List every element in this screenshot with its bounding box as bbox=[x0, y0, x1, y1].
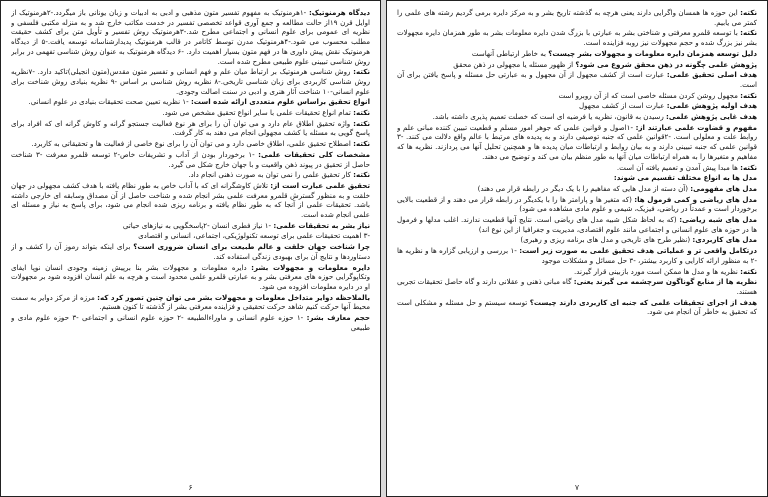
paragraph-text: مرزه از مرکز دوایر به سمت محیط آنها حرکت کنیم شاهد حرکت تحقیقی و فزاینده معرفتی بشر از گذشته تا کنون هستیم. bbox=[11, 292, 370, 312]
paragraph bbox=[397, 277, 757, 296]
paragraph-heading: نیاز بشر به تحقیقات علمی: bbox=[273, 220, 370, 230]
paragraph-text: رسیدن به قانون، نظریه یا فرضیه ای است که خصلت تعمیم پذیری داشته باشد. bbox=[432, 112, 664, 122]
paragraph-heading: نکته: bbox=[740, 90, 757, 100]
left-page bbox=[0, 0, 381, 497]
paragraph-heading: نکته: bbox=[353, 170, 370, 180]
paragraph-text: -۱ حوزه علوم انسانی و ماوراءالطبیعه -۲ حوزه علوم انسانی و اجتماعی -۳ حوزه علوم مادی و طبیعی bbox=[11, 313, 370, 332]
paragraph-heading: مفهوم و قضاوت علمی عبارتند از: bbox=[635, 122, 757, 132]
paragraph bbox=[11, 108, 370, 118]
paragraph bbox=[397, 49, 757, 59]
paragraph-text: تمام انواع تحقیقات علمی با سایر انواع تحقیق مشخص می شود. bbox=[162, 108, 351, 118]
paragraph-text: -۱ بررسی و ارزیابی گزاره ها و نظریه ها -۲ به منظور ارائه کارایی و کاربرد بیشتر، -۳ حل مسائل و مشکلات موجود bbox=[397, 246, 757, 265]
paragraph bbox=[397, 8, 757, 27]
paragraph-heading: مدل ها به انواع مختلف تقسیم می شوند: bbox=[613, 173, 757, 183]
paragraph bbox=[11, 97, 370, 107]
paragraph bbox=[397, 91, 757, 101]
paragraph-text: گاه مبانی ذهنی و عقلانی دارند و گاه حاصل تحقیقات تجربی هستند. bbox=[397, 277, 757, 296]
paragraph-text: (که به لحاظ شکل شبیه مدل های ریاضی است. نتایج آنها قطعیت ندارند. اغلب مدلها و فرمول ها در حوزه های علوم انسانی و اجتماعی مانند علوم اقتصادی، مدیریت و جغرافیا از این نوع اند) bbox=[397, 215, 757, 234]
paragraph-text: (آن دسته از مدل هایی که مفاهیم را با یک دیگر در رابطه قرار می دهند) bbox=[477, 183, 689, 193]
paragraph bbox=[11, 119, 370, 138]
paragraph bbox=[11, 263, 370, 292]
paragraph bbox=[397, 173, 757, 183]
paragraph bbox=[397, 70, 757, 89]
paragraph bbox=[397, 195, 757, 214]
paragraph-text: با توسعه قلمرو معرفتی و شناختی بشر به عبارتی با بزرگ شدن دایره معلومات بشر به طور همزمان دایره مجهولات بشر نیز بزرگ شده و حجم مجهولات نیز روبه فزاینده است. bbox=[397, 28, 757, 48]
paragraph bbox=[397, 184, 757, 194]
paragraph-heading: مدل های مفهومی: bbox=[690, 183, 757, 193]
paragraph-heading: دیدگاه هرمنوتیک: bbox=[308, 8, 370, 17]
paragraph-heading: دلیل توسعه همزمان دایره معلومات و مجهولات بشر چیست؟ bbox=[548, 48, 757, 58]
paragraph bbox=[397, 123, 757, 162]
paragraph-text: دایره معلومات و مجهولات بشر بنا برپیش زمینه وجودی انسان نوپا ایفای وتکاپوگرایی حوزه های معرفتی بشر و به عبارتی قلمرو علمی محدود است و هرچه به علم انسان افزوده شود بر مجهولات او در دایره معلومات افزوده می شود. bbox=[11, 262, 370, 291]
paragraph-heading: هدف از اجرای تحقیقات علمی که جنبه ای کاربردی دارند چیست؟ bbox=[529, 297, 757, 307]
paragraph-text: نظریه ها و مدل ها ممکن است مورد بازبینی قرار گیرند. bbox=[574, 266, 738, 276]
paragraph bbox=[397, 101, 757, 111]
paragraph-heading: هدف اصلی تحقیق علمی: bbox=[666, 70, 757, 80]
paragraph-text: (که متغیر ها و پارامتر ها را با یکدیگر در رابطه قرار می دهند و از قطعیت بالایی برخوردار است و عمدتاً در ریاضی، فیزیک، شیمی و علوم مادی مشاهده می شود) bbox=[397, 194, 757, 214]
paragraph-heading: چرا شناخت جهان خلقت و عالم طبیعت برای انسان ضروری است؟ bbox=[133, 242, 370, 252]
paragraph-text: -۱اصول و قوانین علمی که جوهر امور مسلم و قطعیت تبیین کننده مبانی علم و روابط علت و معلولی است. -۲قوانین علمی که جنبه توصیفی دارند و به پدیده های مرتبط با عالم واقع دلالت می کنند. -۳ قوانین علمی که جنبه تبیینی دارند و به بیان روابط و ارتباطات میان پدیده ها و همچنین تحلیل آنها می پردازند. نظریه ها که مفاهیم و متغیرها را به همراه ارتباطات میان آنها به طور منظم بیان می کند و توضیح می دهند. bbox=[397, 122, 757, 161]
paragraph bbox=[11, 150, 370, 169]
paragraph-heading: نکته: bbox=[353, 67, 370, 77]
paragraph-heading: نکته: bbox=[353, 139, 370, 149]
paragraph-text: -۱ نظریه تعیین صحت تحقیقات بنیادی در علوم انسانی. bbox=[28, 97, 189, 107]
paragraph-heading: نکته: bbox=[740, 266, 757, 276]
paragraph bbox=[397, 267, 757, 277]
paragraph-heading: نکته: bbox=[740, 162, 757, 172]
paragraph-text: ها مبدا پیش آمدن و تعمیم یافته آن است. bbox=[616, 162, 738, 172]
paragraph-text: به خاطر ارتباطی آنهاست bbox=[471, 48, 546, 58]
paragraph-text: برای اینکه بتواند رموز آن را کشف و از دستاوردها و نتایج آن برای بهبودی زندگی استفاده کند. bbox=[11, 242, 370, 261]
paragraph-text: -۱ نیاز فطری انسان -۲پاسخگویی به نیازهای حیاتی bbox=[122, 220, 272, 230]
paragraph-heading: نظریه ها از منابع گوناگون سرچشمه می گیرند یعنی: bbox=[573, 277, 757, 287]
paragraph-text: عبارت است از کشف مجهول از آن مجهول و به عبارتی حل مسئله و پاسخ یافتن برای آن است. bbox=[397, 70, 757, 89]
paragraph-text: اصطلاح تحقیق علمی، اطلاق خاصی دارد و می توان آن را برای نوع خاصی از فعالیت ها و تحقیقاتی به کاربرد. bbox=[31, 139, 351, 149]
paragraph bbox=[11, 139, 370, 149]
paragraph bbox=[397, 163, 757, 173]
paragraph-heading: انواع تحقیق براساس علوم متعددی ارائه شده است: bbox=[190, 97, 370, 107]
paragraph-heading: هدف غایی پژوهش علمی: bbox=[666, 112, 757, 122]
left-page-content bbox=[11, 8, 370, 478]
paragraph bbox=[11, 313, 370, 332]
paragraph bbox=[11, 170, 370, 180]
paragraph-heading: مدل های کاربردی: bbox=[692, 235, 757, 245]
paragraph-text: این حوزه ها همسان واگرایی دارند یعنی هرچه به گذشته تاریخ بشر و به مرکز دایره برمی گردیم رشته های علمی را کمتر می یابیم. bbox=[397, 8, 757, 27]
paragraph-heading: حجم معارف بشر: bbox=[306, 313, 370, 323]
paragraph-text: -۱هرمنوتیک به مفهوم تفسیر متون مذهبی و ادبی به ادبیات و زبان یونانی باز میگردد.-۲هرمنوتیک از اوایل قرن ۱۹از حالت مطالعه و جمع آوری قواعد تخصصی تفسیر در خدمت مکاتب خارج شد و به منزله مکتبی فلسفی و نظریه ای عمومی برای علوم انسانی و اجتماعی مطرح شد.-۳هرمنوتیک روش تفسیر و تأویل متن برای کشف حقیقت مطلب محسوب می شود.-۴هرمنوتیک مدرن توسط کاتامر در قالب هرمنوتیک پدیدارشناسانه توسعه یافت.-۵ از دیدگاه هرمنوتیک نقش پیش داوری ها در فهم متون بسیار اهمیت دارد. -۶ دیدگاه هرمنوتیک به عنوان روش شناسی تفهمی در برابر روش شناسی تبیینی علوم طبیعی مطرح شده است. bbox=[11, 8, 370, 66]
paragraph-heading: بالملاحظه دوایر متداخل معلومات و مجهولات بشر می توان چنین تصور کرد که: bbox=[97, 292, 370, 302]
paragraph-text: روش شناسی هرمنوتیک بر ارتباط میان علم و فهم انسانی و تفسیر متون مقدس(متون انجیلی)تاکید دارد. -۷نظریه روش شناسی کاربردی برای زبان شناسی تاریخی.-۸ نظریه روش شناسی بر اساس -۹ نظریه بنیادی روش شناخت برای علوم انسانی-۱۰ شناخت آثار هنری و ادبی در سنت اصالت وجودی. bbox=[11, 67, 370, 96]
paragraph-text: کار تحقیق علمی را نمی توان به صورت ذهنی انجام داد. bbox=[188, 170, 351, 180]
paragraph-heading: درتکامل واقعی تر و عملیاتی هدف تحقیق علمی به صورت زیر است: bbox=[519, 246, 757, 256]
paragraph-heading: تحقیق علمی عبارت است از: bbox=[270, 180, 370, 190]
paragraph-heading: نکته: bbox=[353, 118, 370, 128]
paragraph-text: عبارت است از کشف مجهول bbox=[578, 101, 665, 111]
paragraph-text: مجهول روشن کردن مسئله خاصی است که از آن روبرو است bbox=[558, 90, 738, 100]
paragraph-text: از ظهور مسئله یا مجهولی در ذهن محقق bbox=[453, 59, 574, 69]
paragraph-heading: نکته: bbox=[353, 108, 370, 118]
paragraph bbox=[397, 235, 757, 245]
paragraph-heading: دایره معلومات و مجهولات بشر: bbox=[251, 262, 370, 272]
paragraph-text: -۱ برخوردار بودن از آداب و تشریفات خاص-۲ توسعه قلمرو معرفت -۳ شناخت حاصل از تحقیق در پیوند ذهن واقعیت و با جهان خارج شکل می گیرد. bbox=[11, 149, 370, 169]
paragraph-heading: مدل های شبه ریاضی: bbox=[679, 215, 757, 225]
paragraph-text: توسعه سیستم و حل مسئله و مشکلی است که تحقیق به خاطر آن انجام می شود. bbox=[397, 297, 757, 317]
paragraph bbox=[11, 8, 370, 66]
paragraph bbox=[11, 221, 370, 231]
paragraph bbox=[397, 298, 757, 317]
paragraph bbox=[11, 293, 370, 312]
paragraph-heading: هدف اولیه پژوهش علمی: bbox=[666, 101, 757, 111]
paragraph bbox=[11, 242, 370, 261]
page-number-right: ۷ bbox=[574, 483, 580, 492]
paragraph bbox=[11, 67, 370, 96]
paragraph bbox=[397, 112, 757, 122]
paragraph-heading: نکته: bbox=[740, 28, 757, 38]
paragraph-heading: پژوهش علمی چگونه در ذهن محقق شروع می شود؟ bbox=[575, 59, 757, 69]
paragraph bbox=[11, 231, 370, 241]
paragraph-heading: مشخصات کلی تحقیقات علمی: bbox=[258, 149, 370, 159]
paragraph-text: (نظیر طرح های تاریخی و مدل های برنامه ریزی و رهبری) bbox=[520, 235, 691, 245]
paragraph bbox=[11, 181, 370, 220]
paragraph-heading: نکته: bbox=[740, 8, 757, 17]
paragraph bbox=[397, 215, 757, 234]
paragraph bbox=[397, 60, 757, 70]
page-number-left: ۶ bbox=[188, 483, 193, 492]
paragraph-text: -۳ اهمیت تحقیقات علمی برای توسعه تکنولوژیکی، اجتماعی، انسانی و اقتصادی bbox=[138, 231, 370, 241]
paragraph bbox=[397, 28, 757, 47]
right-page-content bbox=[397, 8, 757, 478]
paragraph bbox=[397, 246, 757, 265]
paragraph-text: واژه تحقیق اطلاق عام دارد و می توان آن را برای هر نوع فعالیت جستجو گرانه و کاوش گرانه ای که افراد برای پاسخ گویی به مسئله یا کشف مجهولی انجام می دهند به کار گرفت. bbox=[11, 118, 370, 138]
right-page bbox=[386, 0, 768, 497]
paragraph-heading: مدل های ریاضی و کمی فرمول ها: bbox=[634, 194, 757, 204]
paragraph-text: تلاش کاوشگرانه ای که با آداب خاص به طور نظام یافته با هدف کشف مجهولی در جهان خلقت و به منظور گسترش قلمرو معرفت علمی بشر انجام شده و شناخت حاصل از آن مصداق وسابقه ای خارجی داشته باشد. تحقیقات علمی از آنجا که به طور نظام یافته و برنامه ریزی شده انجام می شود، برای پاسخ به نیاز و مسئله ای علمی انجام شده است. bbox=[11, 180, 370, 220]
